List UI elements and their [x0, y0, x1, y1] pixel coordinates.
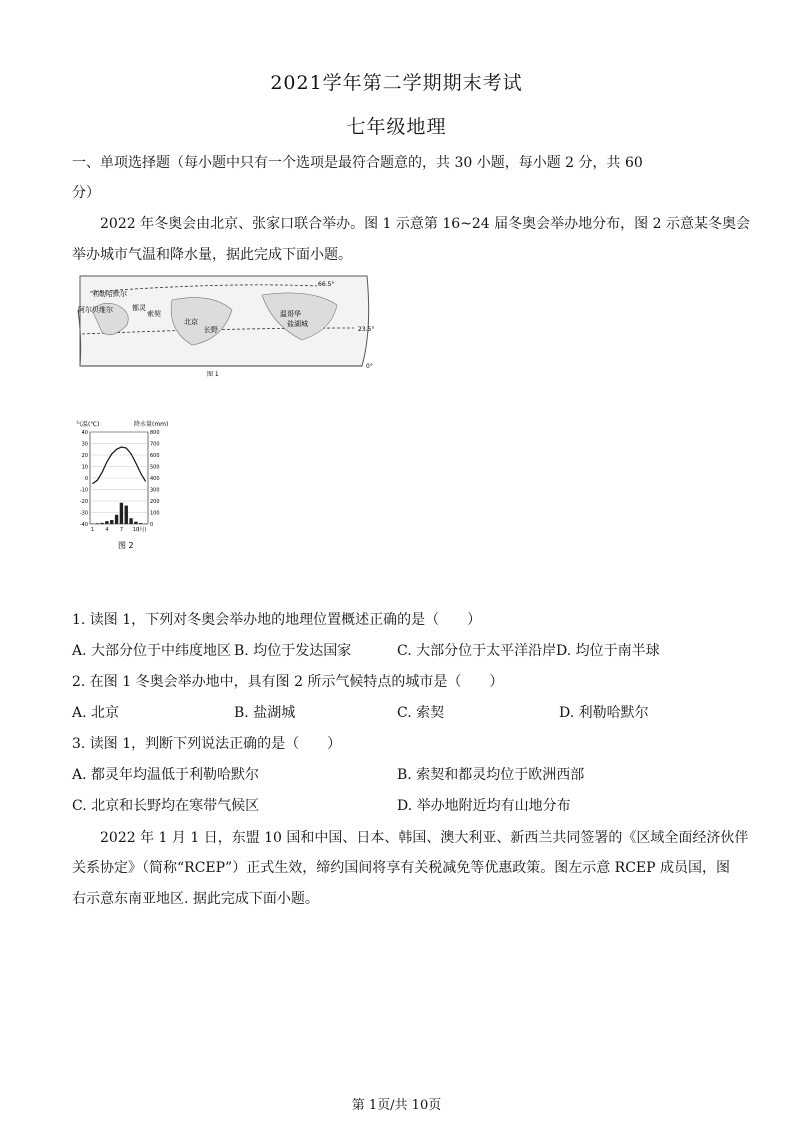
intro2-line2: 关系协定》（简称“RCEP”）正式生效，缔约国间将享有关税减免等优惠政策。图左示意 RCEP 成员国，图	[72, 860, 730, 876]
precip-bar	[120, 503, 123, 524]
label-beijing: 北京	[184, 318, 198, 326]
x-tick-label: 4	[105, 527, 109, 533]
precip-bar	[129, 518, 132, 524]
left-tick-label: 0	[84, 476, 88, 482]
precip-bar	[139, 523, 142, 524]
right-tick-label: 400	[150, 476, 160, 482]
label-lat66: 66.5°	[318, 281, 335, 288]
label-lat23: 23.5°	[358, 326, 375, 333]
label-nagano: 长野	[204, 326, 218, 334]
q1-option-a[interactable]: A. 大部分位于中纬度地区	[72, 643, 232, 659]
x-tick-label: (月)	[137, 527, 147, 533]
precip-bar	[110, 520, 113, 524]
precip-bar	[115, 515, 118, 524]
left-tick-label: 20	[81, 453, 88, 459]
q1-stem: 1. 读图 1，下列对冬奥会举办地的地理位置概述正确的是（ ）	[72, 612, 482, 628]
right-tick-label: 600	[150, 453, 160, 459]
precip-bar	[125, 506, 128, 524]
left-tick-label: -30	[79, 510, 88, 517]
label-sochi: 索契	[147, 310, 161, 318]
q3-stem: 3. 读图 1，判断下列说法正确的是（ ）	[72, 736, 342, 752]
right-tick-label: 800	[150, 430, 160, 436]
q3-option-d[interactable]: D. 举办地附近均有山地分布	[397, 798, 571, 814]
label-turin: 都灵	[132, 304, 146, 312]
q2-option-d[interactable]: D. 利勒哈默尔	[559, 705, 649, 721]
section-heading-line1: 一、单项选择题（每小题中只有一个选项是最符合题意的，共 30 小题，每小题 2 分，共 60	[72, 155, 643, 171]
exam-title: 2021学年第二学期期末考试	[270, 72, 523, 94]
figure1-caption: 图 1	[207, 371, 219, 378]
figure2-caption: 图 2	[118, 541, 134, 550]
right-tick-label: 300	[150, 487, 160, 494]
right-axis-label: 降水量(mm)	[134, 421, 169, 428]
label-saltlake: 盐湖城	[287, 320, 308, 328]
figure1-map	[72, 270, 382, 380]
exam-subtitle: 七年级地理	[346, 116, 447, 138]
x-tick-label: 10	[132, 527, 140, 533]
label-vancouver: 温哥华	[280, 310, 301, 318]
intro2-line1: 2022 年 1 月 1 日，东盟 10 国和中国、日本、韩国、澳大利亚、新西兰共同签署的《区域全面经济伙伴	[100, 830, 749, 846]
left-tick-label: -40	[79, 522, 88, 528]
left-axis-label: 气温(℃)	[76, 421, 100, 428]
left-tick-label: 40	[81, 430, 88, 436]
x-tick-label: 1	[90, 527, 95, 533]
intro2-line3: 右示意东南亚地区. 据此完成下面小题。	[72, 891, 319, 907]
q2-option-c[interactable]: C. 索契	[397, 705, 445, 721]
left-tick-label: 10	[81, 464, 88, 471]
q3-option-a[interactable]: A. 都灵年均温低于利勒哈默尔	[72, 767, 260, 783]
intro1-line1: 2022 年冬奥会由北京、张家口联合举办。图 1 示意第 16~24 届冬奥会举办地分布，图 2 示意某冬奥会	[100, 216, 750, 232]
left-tick-label: -10	[79, 487, 88, 494]
figure2-climate-chart	[72, 418, 182, 553]
q2-stem: 2. 在图 1 冬奥会举办地中，具有图 2 所示气候特点的城市是（ ）	[72, 674, 504, 690]
x-tick-label: 7	[119, 527, 124, 533]
right-tick-label: 500	[150, 464, 160, 471]
right-tick-label: 200	[150, 499, 160, 505]
label-lillehammer: 利勒哈默尔	[92, 290, 127, 298]
left-tick-label: 30	[81, 441, 88, 448]
page-footer: 第 1页/共 10页	[351, 1098, 442, 1113]
q1-option-b[interactable]: B. 均位于发达国家	[234, 643, 352, 659]
left-tick-label: -20	[79, 499, 88, 505]
q3-option-b[interactable]: B. 索契和都灵均位于欧洲西部	[397, 767, 585, 783]
right-tick-label: 100	[150, 510, 160, 517]
right-tick-label: 0	[150, 522, 154, 528]
precip-bar	[134, 522, 137, 524]
label-albertville: 阿尔贝维尔	[78, 306, 113, 314]
q3-option-c[interactable]: C. 北京和长野均在寒带气候区	[72, 798, 260, 814]
precip-bars	[91, 503, 148, 524]
q2-option-a[interactable]: A. 北京	[72, 705, 120, 721]
label-lat0: 0°	[366, 363, 373, 370]
q2-option-b[interactable]: B. 盐湖城	[234, 705, 296, 721]
precip-bar	[105, 521, 108, 524]
chart-ticks	[80, 430, 160, 533]
temp-curve	[92, 447, 145, 484]
precip-bar	[100, 523, 103, 524]
q1-option-c[interactable]: C. 大部分位于太平洋沿岸	[397, 643, 557, 659]
precip-bar	[96, 523, 99, 524]
intro1-line2: 举办城市气温和降水量，据此完成下面小题。	[72, 247, 352, 263]
q1-option-d[interactable]: D. 均位于南半球	[556, 643, 660, 659]
section-heading-line2: 分）	[72, 185, 100, 201]
right-tick-label: 700	[150, 441, 160, 448]
